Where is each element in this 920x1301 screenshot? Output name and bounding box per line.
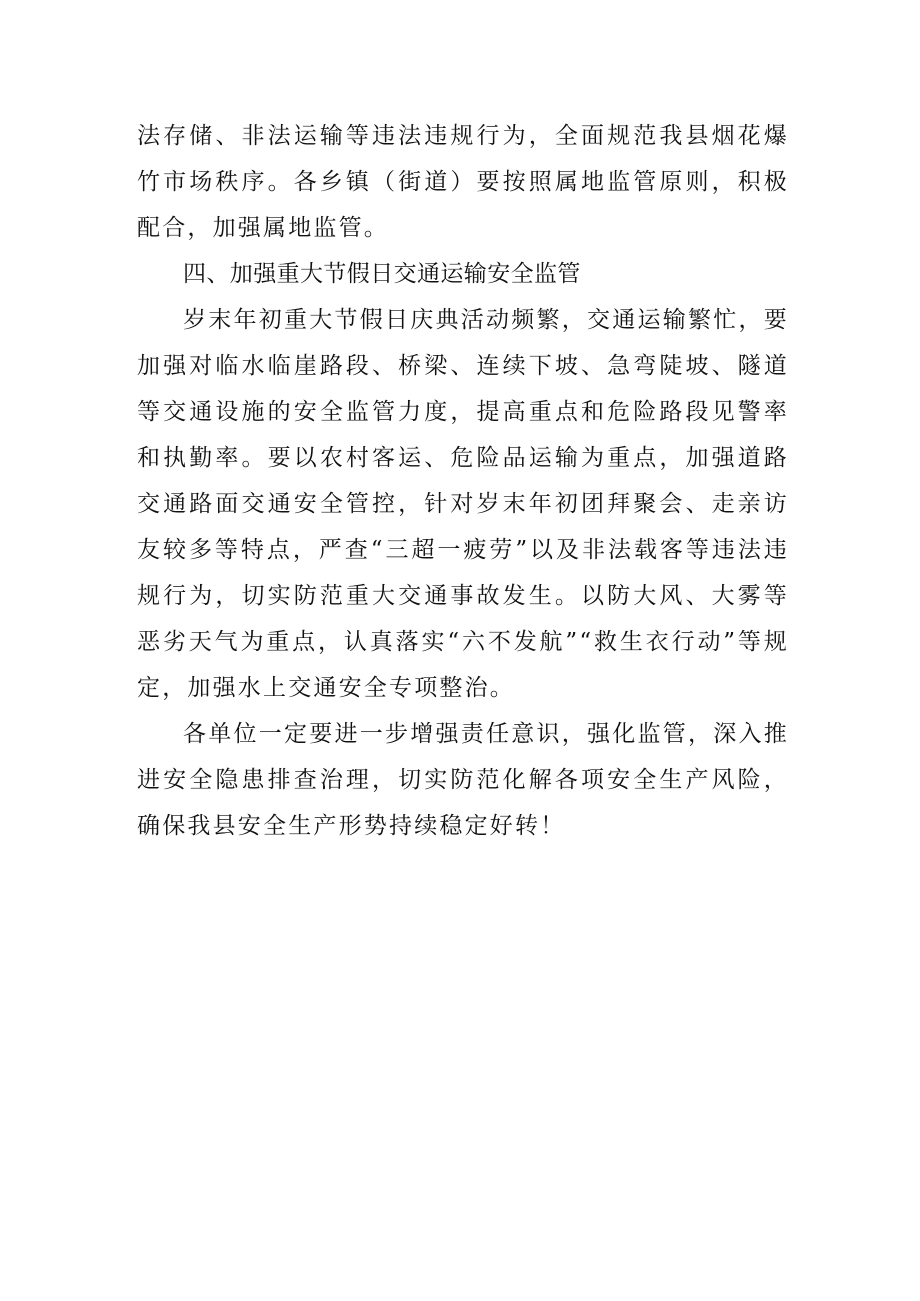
paragraph-continuation: 法存储、非法运输等违法违规行为，全面规范我县烟花爆竹市场秩序。各乡镇（街道）要按照属地监管原则，积极配合，加强属地监管。 bbox=[137, 123, 789, 241]
document-body bbox=[137, 113, 789, 849]
section-heading-four: 四、加强重大节假日交通运输安全监管 bbox=[183, 261, 581, 287]
paragraph-traffic-safety: 岁末年初重大节假日庆典活动频繁，交通运输繁忙，要加强对临水临崖路段、桥梁、连续下坡、急弯陡坡、隧道等交通设施的安全监管力度，提高重点和危险路段见警率和执勤率。要以农村客运、危险品运输为重点，加强道路交通路面交通安全管控，针对岁末年初团拜聚会、走亲访友较多等特点，严查“三超一疲劳”以及非法载客等违法违规行为，切实防范重大交通事故发生。以防大风、大雾等恶劣天气为重点，认真落实“六不发航”“救生衣行动”等规定，加强水上交通安全专项整治。 bbox=[137, 307, 789, 701]
paragraph-closing: 各单位一定要进一步增强责任意识，强化监管，深入推进安全隐患排查治理，切实防范化解各项安全生产风险，确保我县安全生产形势持续稳定好转！ bbox=[137, 721, 789, 839]
